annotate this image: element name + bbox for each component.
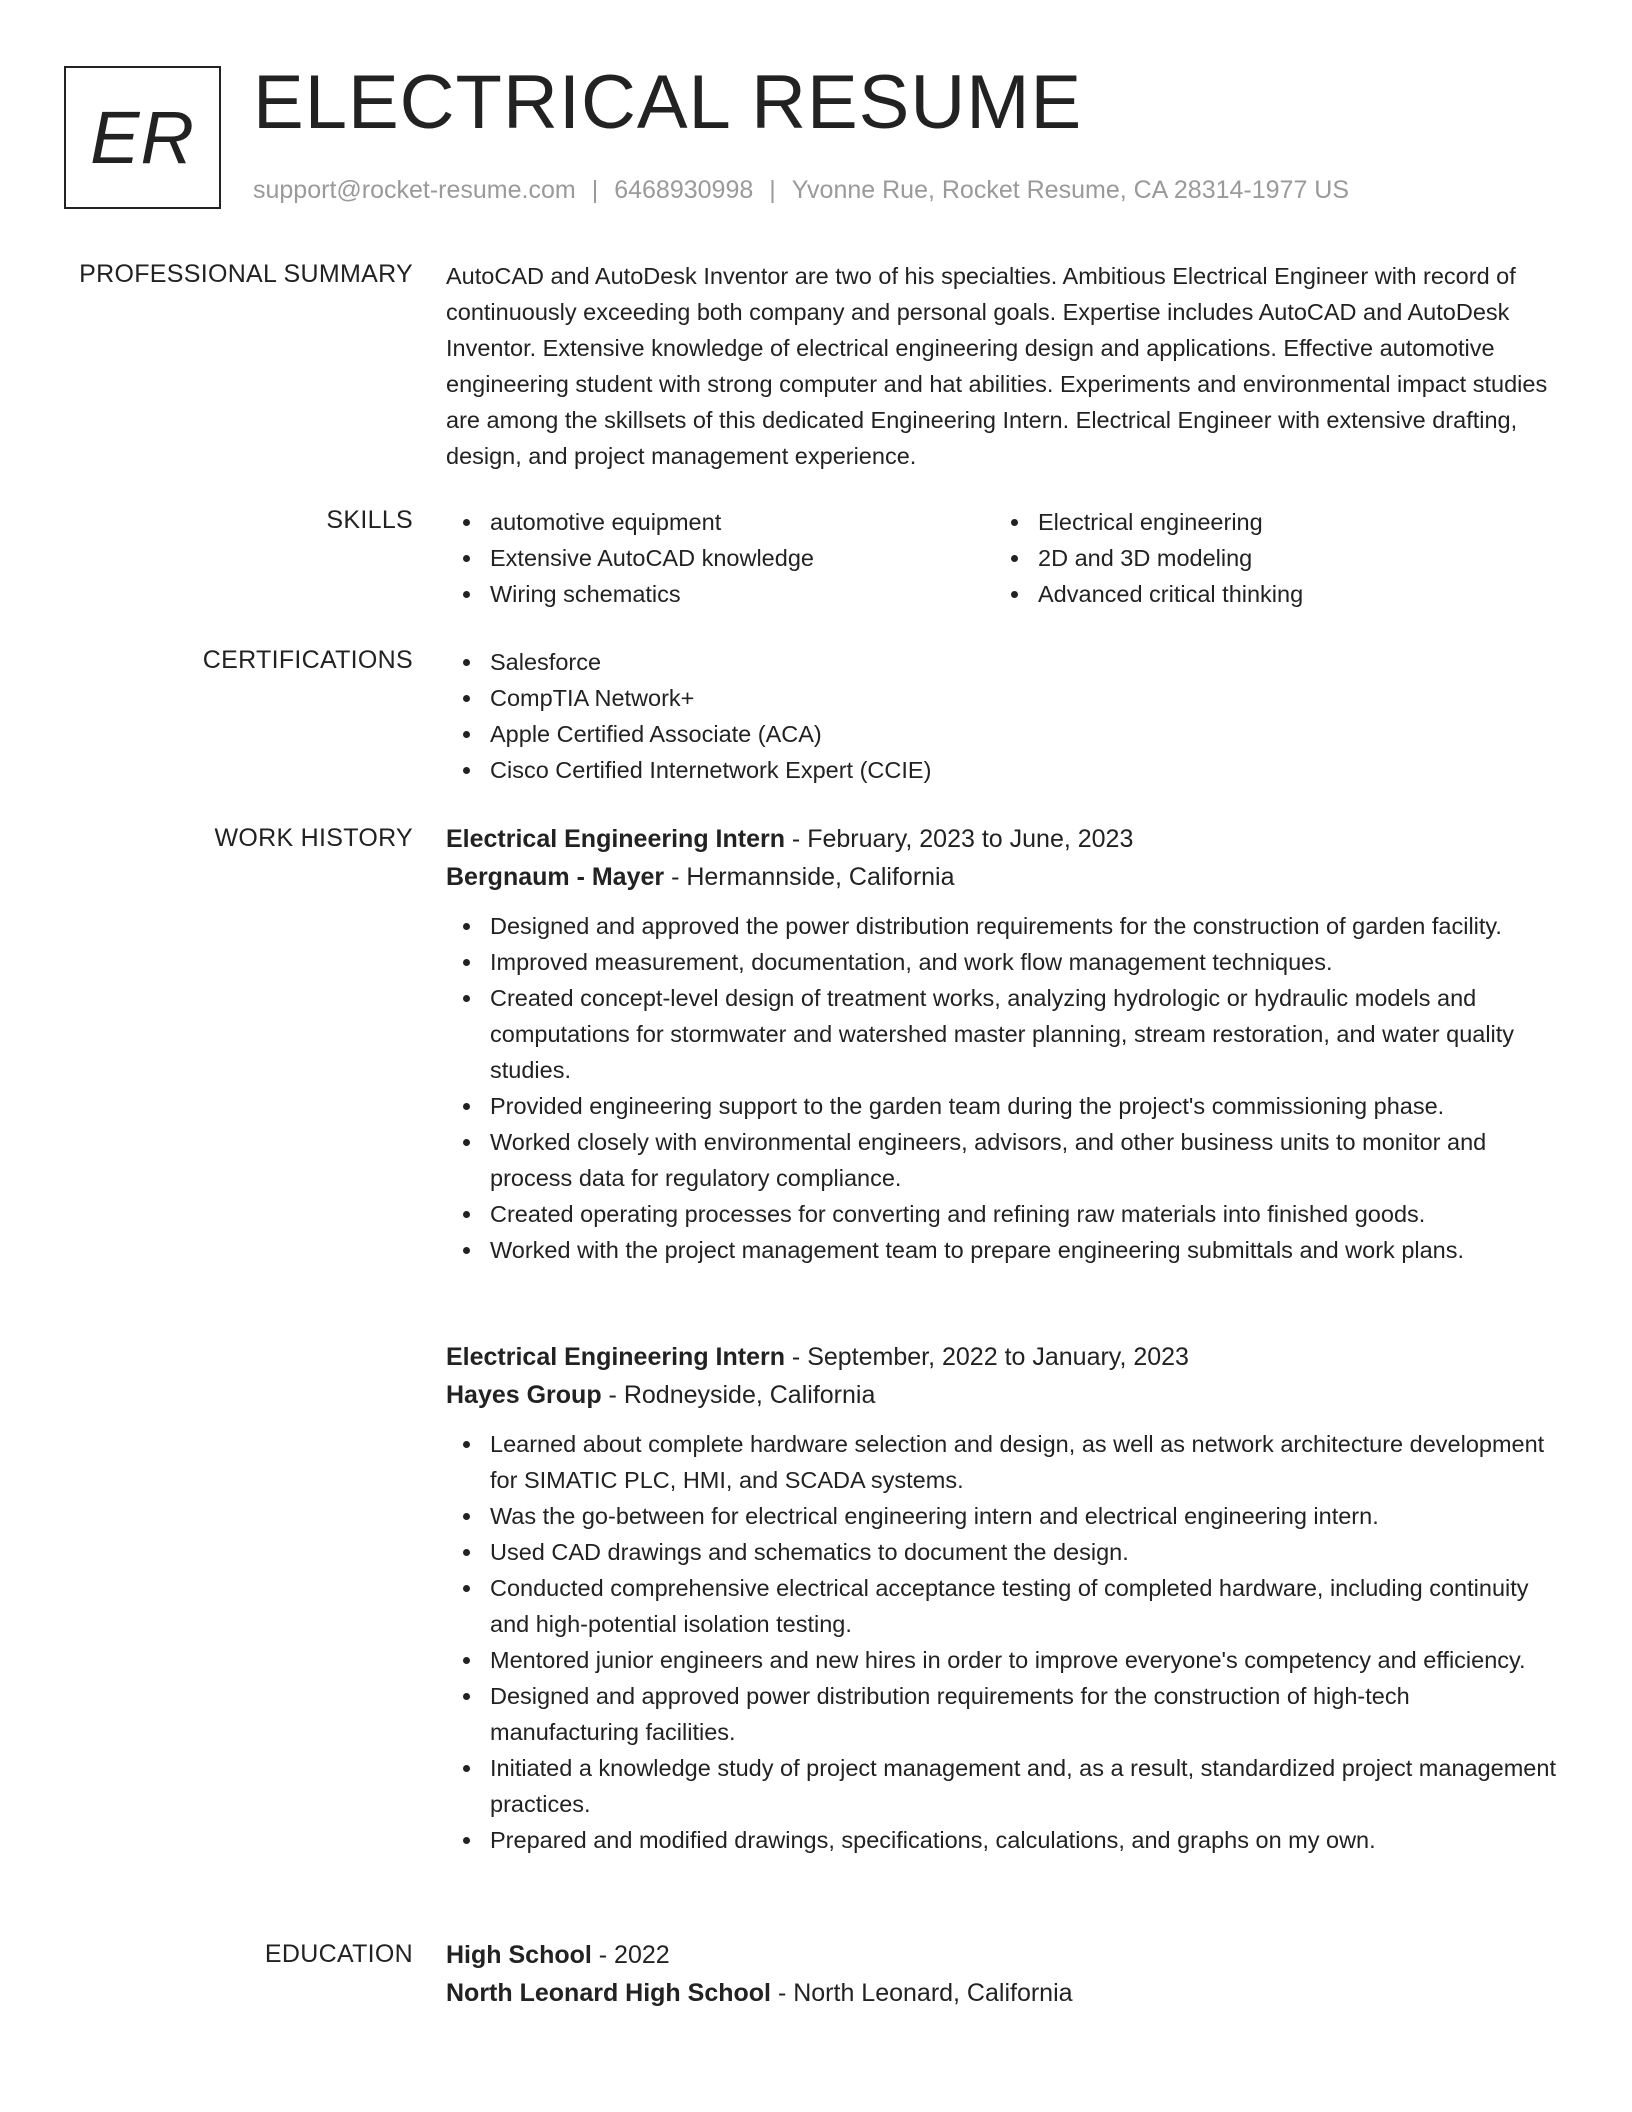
contact-separator: | (591, 176, 599, 204)
job-duty-item: Was the go-between for electrical engineering intern and electrical engineering intern. (446, 1498, 1560, 1534)
skill-item: Electrical engineering (994, 504, 1542, 540)
education-degree-line (446, 1936, 1560, 1974)
job-duty-item: Initiated a knowledge study of project management and, as a result, standardized project management practices. (446, 1750, 1560, 1822)
job-duty-item: Designed and approved power distribution requirements for the construction of high-tech manufacturing facilities. (446, 1678, 1560, 1750)
job-duty-item: Designed and approved the power distribution requirements for the construction of garden facility. (446, 908, 1560, 944)
certifications-list (446, 644, 1560, 788)
job-duty-item: Improved measurement, documentation, and work flow management techniques. (446, 944, 1560, 980)
section-label-work-history: WORK HISTORY (214, 824, 413, 852)
education-entry (446, 1936, 1560, 2012)
job-title: Electrical Engineering Intern (446, 825, 785, 853)
education-degree: High School (446, 1941, 592, 1969)
job-duty-item: Used CAD drawings and schematics to document the design. (446, 1534, 1560, 1570)
contact-separator: | (769, 176, 776, 204)
job-entry (446, 820, 1560, 1268)
job-entry (446, 1338, 1560, 1858)
skill-item: Extensive AutoCAD knowledge (446, 540, 994, 576)
section-label-certifications: CERTIFICATIONS (202, 646, 413, 674)
contact-phone[interactable]: 6468930998 (614, 176, 754, 204)
job-duty-item: Conducted comprehensive electrical acceptance testing of completed hardware, including continuity and high-potential isolation testing. (446, 1570, 1560, 1642)
education-school: North Leonard High School (446, 1979, 771, 2007)
certification-item: Salesforce (446, 644, 1560, 680)
education-school-line (446, 1974, 1560, 2012)
section-label-education: EDUCATION (264, 1940, 413, 1968)
job-location: - Hermannside, California (664, 863, 955, 891)
contact-address: Yvonne Rue, Rocket Resume, CA 28314-1977 US (791, 176, 1350, 204)
resume-title: ELECTRICAL RESUME (253, 60, 1083, 145)
job-dates: - September, 2022 to January, 2023 (784, 1343, 1189, 1371)
skill-item: Advanced critical thinking (994, 576, 1542, 612)
job-duties (446, 1426, 1560, 1858)
section-label-skills: SKILLS (326, 506, 413, 534)
job-duties (446, 908, 1560, 1268)
education-year: - 2022 (591, 1941, 670, 1969)
monogram-text: ER (90, 96, 195, 179)
summary-text: AutoCAD and AutoDesk Inventor are two of his specialties. Ambitious Electrical Engineer with record of continuously exceeding both company and personal goals. Expertise includes AutoCAD and AutoDesk Inventor. Extensive knowledge of electrical engineering design and applications. Effective automotive engineering student with strong computer and hat abilities. Experiments and environmental impact studies are among the skillsets of this dedicated Engineering Intern. Electrical Engineer with extensive drafting, design, and project management experience. (446, 263, 1548, 469)
job-duty-item: Provided engineering support to the garden team during the project's commissioning phase. (446, 1088, 1560, 1124)
job-title-line (446, 1338, 1560, 1376)
skill-item: 2D and 3D modeling (994, 540, 1542, 576)
job-duty-item: Prepared and modified drawings, specifications, calculations, and graphs on my own. (446, 1822, 1560, 1858)
certification-item: Apple Certified Associate (ACA) (446, 716, 1560, 752)
job-company: Bergnaum - Mayer (446, 863, 665, 891)
job-duty-item: Worked closely with environmental engineers, advisors, and other business units to monitor and process data for regulatory compliance. (446, 1124, 1560, 1196)
section-label-summary: PROFESSIONAL SUMMARY (79, 260, 413, 288)
monogram-logo (64, 66, 221, 209)
job-duty-item: Mentored junior engineers and new hires in order to improve everyone's competency and efficiency. (446, 1642, 1560, 1678)
skills-column-left (446, 504, 994, 612)
contact-line (253, 174, 1349, 206)
job-company-line (446, 858, 1560, 896)
job-duty-item: Created operating processes for converting and refining raw materials into finished goods. (446, 1196, 1560, 1232)
job-dates: - February, 2023 to June, 2023 (784, 825, 1134, 853)
job-title-line (446, 820, 1560, 858)
certification-item: Cisco Certified Internetwork Expert (CCIE) (446, 752, 1560, 788)
skill-item: Wiring schematics (446, 576, 994, 612)
job-company-line (446, 1376, 1560, 1414)
job-title: Electrical Engineering Intern (446, 1343, 785, 1371)
skill-item: automotive equipment (446, 504, 994, 540)
certification-item: CompTIA Network+ (446, 680, 1560, 716)
contact-email[interactable]: support@rocket-resume.com (253, 176, 576, 204)
job-location: - Rodneyside, California (601, 1381, 876, 1409)
job-duty-item: Worked with the project management team to prepare engineering submittals and work plans. (446, 1232, 1560, 1268)
job-company: Hayes Group (446, 1381, 602, 1409)
skills-list (446, 504, 1560, 612)
skills-column-right (994, 504, 1542, 612)
job-duty-item: Learned about complete hardware selection and design, as well as network architecture development for SIMATIC PLC, HMI, and SCADA systems. (446, 1426, 1560, 1498)
job-duty-item: Created concept-level design of treatment works, analyzing hydrologic or hydraulic models and computations for stormwater and watershed master planning, stream restoration, and water quality studies. (446, 980, 1560, 1088)
education-location: - North Leonard, California (771, 1979, 1073, 2007)
